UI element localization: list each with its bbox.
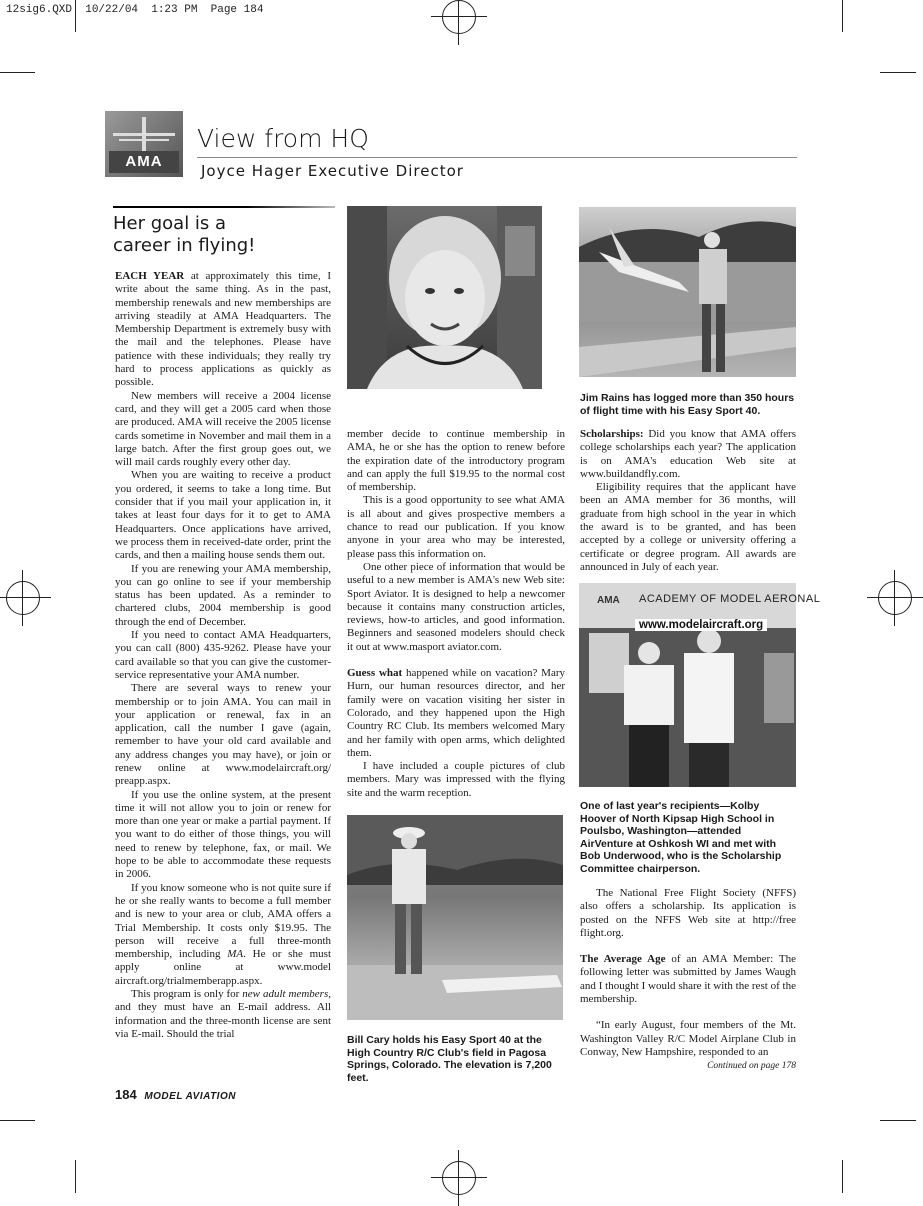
- paragraph: [115, 563, 331, 629]
- registration-mark: [6, 581, 40, 615]
- paragraph-text: If you use the online system, at the present time it will not allow you to join or renew for more than one year or make a partial payment. If you want to do either of those things, you will need to renew by telephone, fax, or mail. We hope to be able to accommodate these requests in 2006.: [115, 788, 331, 881]
- paragraph-emphasis: new adult members,: [242, 988, 331, 1001]
- paragraph: [115, 390, 331, 470]
- paragraph-text: If you are renewing your AMA membership, you can go online to see if your membership status has been updated. As a reminder to chartered clubs, 2004 membership is good through the end of December.: [115, 562, 331, 628]
- paragraph-text: New members will receive a 2004 license card, and they will get a 2005 card when those are produced. AMA will receive the 2005 license cards sometime in November and mail them in a large batch. After the first group goes out, we will mail cards roughly every other day.: [115, 389, 331, 469]
- crop-mark: [0, 72, 35, 73]
- print-slug: 12sig6.QXD 10/22/04 1:23 PM Page 184: [6, 4, 264, 16]
- paragraph: [347, 428, 565, 494]
- paragraph: [580, 1019, 796, 1059]
- paragraph: [115, 988, 331, 1041]
- crop-mark: [842, 1160, 843, 1193]
- page-number: 184: [115, 1087, 137, 1102]
- column-title: View from HQ: [197, 124, 369, 153]
- registration-mark: [442, 1161, 476, 1195]
- paragraph-text: I have included a couple pictures of club members. Mary was impressed with the flying site and the warm reception.: [347, 760, 565, 799]
- logo-text: AMA: [125, 153, 163, 170]
- paragraph-lead: Guess what: [347, 667, 403, 680]
- ama-logo: [105, 111, 183, 177]
- banner-title: ACADEMY OF MODEL AERONAL: [639, 593, 821, 605]
- portrait-image: [347, 206, 542, 389]
- paragraph-text: There are several ways to renew your membership or to join AMA. You can mail in your application or renewal, fax in an application, call the number I gave (again, remember to have your old card available and any address changes you may have), or join or renew online at www.modelaircraft.org/ preapp.aspx.: [115, 682, 331, 788]
- paragraph: [347, 494, 565, 560]
- paragraph-text: One other piece of information that would be useful to a new member is AMA's new Web site: Sport Aviator. It is designed to help a newcomer because it contains many construction articles, reviews, how-to articles, and good information. Beginners and seasoned modelers should check it out at www.masport aviator.com.: [347, 560, 565, 653]
- paragraph: [115, 469, 331, 562]
- column-1: [115, 270, 331, 1041]
- paragraph-lead: EACH YEAR: [115, 270, 185, 282]
- headline-line: Her goal is a: [113, 213, 227, 234]
- crop-mark: [0, 1120, 35, 1121]
- portrait-photo: [347, 206, 542, 389]
- bill-cary-caption: Bill Cary holds his Easy Sport 40 at the High Country R/C Club's field in Pagosa Springs, Colorado. The elevation is 7,200 feet.: [347, 1034, 552, 1084]
- paragraph: [115, 882, 331, 988]
- registration-mark: [878, 581, 912, 615]
- paragraph: [115, 789, 331, 882]
- paragraph-emphasis: MA: [227, 948, 244, 961]
- paragraph-text: Did you know that AMA offers college scholarships each year? The application is on AMA's education Web site at www.buildandfly.com.: [580, 428, 796, 480]
- title-rule: [197, 157, 797, 158]
- bill-cary-image: [347, 815, 563, 1020]
- paragraph: [115, 629, 331, 682]
- paragraph: [580, 428, 796, 481]
- paragraph-text: This program is only for: [131, 988, 240, 1001]
- magazine-name: MODEL AVIATION: [144, 1091, 236, 1102]
- paragraph-text: This is a good opportunity to see what AMA is all about and gives prospective members a chance to read our publication. If you know anyone in your area who may be interested, please pass this information on.: [347, 494, 565, 560]
- crop-mark: [75, 1160, 76, 1193]
- scholarship-caption: One of last year's recipients—Kolby Hoover of North Kipsap High School in Poulsbo, Washington—attended AirVenture at Oshkosh WI and met with Bob Underwood, who is the Scholarship Committee chairperson.: [580, 800, 782, 875]
- paragraph-text: . He or she must apply online at www.model aircraft.org/trialmemberapp.aspx.: [115, 948, 332, 987]
- banner-url: www.modelaircraft.org: [635, 619, 767, 631]
- paragraph: [580, 953, 796, 1006]
- crop-mark: [842, 0, 843, 32]
- paragraph-text: of an AMA Member: The following letter was submitted by James Waugh and I thought I would share it with the rest of the membership.: [580, 953, 796, 1006]
- continued-note: Continued on page 178: [707, 1061, 796, 1071]
- paragraph-text: and they must have an E-mail address. All information and the three-month license are sent via E-mail. Should the trial: [115, 1001, 331, 1040]
- paragraph-lead: Scholarships:: [580, 428, 644, 440]
- paragraph: [580, 481, 796, 574]
- column-2: [347, 428, 565, 800]
- jim-rains-image: [579, 207, 796, 377]
- jim-rains-caption: Jim Rains has logged more than 350 hours of flight time with his Easy Sport 40.: [580, 392, 795, 417]
- paragraph-text: “In early August, four members of the Mt. Washington Valley R/C Model Airplane Club in Conway, New Hampshire, responded to an: [580, 1019, 796, 1058]
- scholarship-photo: [579, 583, 821, 787]
- paragraph-text: happened while on vacation? Mary Hurn, our human resources director, and her family were on vacation visiting her sister in Colorado, and they happened upon the High Country RC Club. Its members welcomed Mary and her family with open arms, which delighted them.: [347, 667, 566, 759]
- paragraph-text: If you know someone who is not quite sure if he or she really wants to become a full member and is new to your area or club, AMA offers a Trial Membership. It costs only $19.95. The person will receive a full three-month membership, including: [115, 881, 331, 961]
- paragraph: [347, 760, 565, 800]
- paragraph-text: member decide to continue membership in AMA, he or she has the option to renew before the expiration date of the introductory program and can apply the full $19.95 to the normal cost of membership.: [347, 428, 565, 494]
- paragraph: [347, 561, 565, 654]
- paragraph: [115, 682, 331, 788]
- crop-mark: [880, 1120, 916, 1121]
- column-3-bottom: [580, 887, 796, 1059]
- paragraph: [115, 270, 331, 390]
- banner-logo: AMA: [597, 595, 620, 606]
- column-3-top: [580, 428, 796, 574]
- paragraph-text: When you are waiting to receive a product you ordered, it seems to take a long time. But consider that if you mail your application in, it takes at least four days for it to get to AMA Headquarters. Once applications have arrived, we process them in received-date order, print the cards, and then a mailing house sends them out.: [115, 469, 331, 562]
- paragraph-text: Eligibility requires that the applicant have been an AMA member for 36 months, will graduate from high school in the year in which the award is to be granted, and has been accepted by a college or university offering a certificate or degree program. All awards are announced in July of each year.: [580, 481, 796, 573]
- crop-mark: [880, 72, 916, 73]
- jim-rains-photo: [579, 207, 796, 377]
- paragraph: [347, 667, 565, 760]
- byline: Joyce Hager Executive Director: [201, 162, 464, 180]
- paragraph-text: If you need to contact AMA Headquarters, you can call (800) 435-9262. Please have your card available so that you can give the customer-service representative your AMA number.: [115, 629, 331, 681]
- registration-mark: [442, 0, 476, 34]
- headline-rule: [113, 206, 335, 208]
- paragraph-text: The National Free Flight Society (NFFS) also offers a scholarship. Its application is posted on the NFFS Web site at http://free flight.org.: [580, 887, 796, 939]
- article-headline: [113, 213, 338, 257]
- scholarship-image: [579, 583, 796, 787]
- bill-cary-photo: [347, 815, 563, 1020]
- paragraph: [580, 887, 796, 940]
- headline-line: career in flying!: [113, 235, 256, 256]
- page-folio: [115, 1087, 236, 1102]
- paragraph-lead: The Average Age: [580, 953, 666, 966]
- paragraph-text: at approximately this time, I write about the same thing. As in the past, membership renewals and new memberships are arriving steadily at AMA Headquarters. The Membership Department is extremely busy with the mail and the telephones. Please have patience with these individuals; they really try hard to process applications as quickly as possible.: [115, 270, 331, 389]
